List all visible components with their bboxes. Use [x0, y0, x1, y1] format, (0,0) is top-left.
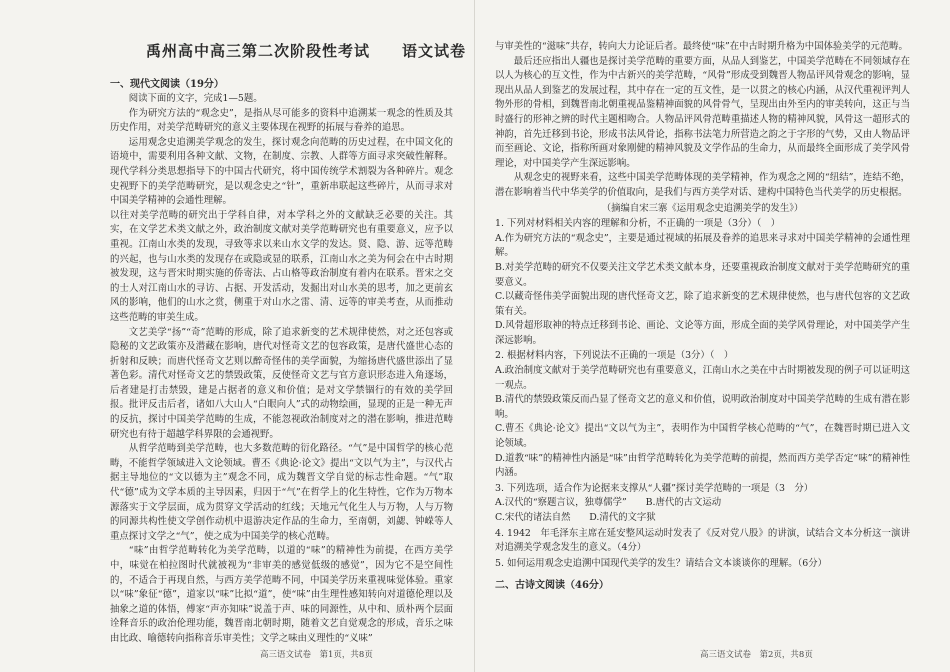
- passage-paragraph: 作为研究方法的“观念史”，是指从尽可能多的资料中追溯某一观念的性质及其历史作用，对美学范畴研究的意义主要体现在视野的拓展与眷养的追思。: [110, 107, 453, 134]
- page-footer: 高三语文试卷 第2页，共8页: [700, 650, 813, 660]
- answer-option: B.对美学范畴的研究不仅要关注文学艺术类文献本身，还要重视政治制度文献对于美学范畴研究的重要意义。: [495, 261, 910, 288]
- question-stem: 根据材料内容，下列说法不正确的一项是（3分）（ ）: [506, 350, 734, 362]
- answer-option: A.汉代的“察题言议，独尊儒学” B.唐代的古文运动: [495, 497, 722, 509]
- source-citation: （摘编自宋三寨《运用观念史追溯美学的发生》）: [601, 202, 804, 214]
- answer-option: D.风骨超形取神的特点迁移到书论、画论、文论等方面，形成全面的美学风骨理论，对中国美学产生深远影响。: [495, 320, 910, 346]
- instructions: 阅读下面的文字，完成1—5题。: [128, 93, 263, 104]
- passage-paragraph: 最后还应指出人疆也是探讨美学范畴的重要方面，从品人到鉴艺，中国美学范畴在不同领域存在以人为核心的互文性，作为中古新兴的美学范畴，“风骨”形成受到魏晋人物品评风骨观念的影响，显现出从品人到鉴艺的发展过程，其中存在一定的互文性，是一以贯之的核心内涵，从汉代重视评判人物外形的骨相，到魏晋南北朝重视品鉴精神面貌的风骨骨气，呈现出由外至内的审美转向，这正与当时盛行的形神之辨的时代主题相吻合。人物品评风骨范畴重描述人物的精神风貌，风骨这一超形式的神韵，首先迁移到书论，形成书法风骨论，指称书法笔力所营造之韵之于字形的气势，又由人物品评而至画论、文论，指称所画对象刚健的精神风貌及文学作品的生命力，从而最终全面形成了美学风骨理论，对中国美学产生深远影响。: [495, 55, 910, 169]
- passage-paragraph: 文艺美学“扬”“奇”范畴的形成，除了追求新变的艺术规律使然，对之还包容或隐秘的文艺政策亦及潜藏在影响，唐代对怪奇文艺的包容政策，是唐代盛世心态的折射和反映；而唐代怪奇文艺则以醉奇怪伟的美学面貌，为缩扬唐代盛世添出了显著色彩。清代对怪奇文艺的禁毁政策，反使怪奇文艺与官方意识形态进入角逐场，后者建是打击禁毁，建是占据者的意义和价值；是对文学禁锢行的有效的美学回报。批评反击后者，诸如八大山人“白眼向人”式的动物绘画，显现的正是一种无声的反抗，探讨中国美学范畴的生成，不能忽视政治制度对之的潜在影响，推进范畴研究也有待于超越学科界限的会通视野。: [110, 326, 453, 440]
- question-number: 4: [495, 527, 501, 539]
- question-1: 1. 下列对材料相关内容的理解和分析，不正确的一项是（3分）（ ） A.作为研究方法的“观念史”，主要是通过视域的拓展及眷养的追思来寻求对中国美学精神的会通性理解。 B.对美学范畴的研究不仅要关注文学艺术类文献本身，还要重视政治制度文献对于美学范畴研究的重要意义。 C.以藏奇怪伟美学面貌出现的唐代怪奇文艺，除了追求新变的艺术规律使然，也与唐代包容的文艺政策有关。 D.风骨超形取神的特点迁移到书论、画论、文论等方面，形成全面的美学风骨理论，对中国美学产生深远影响。: [495, 217, 910, 348]
- passage-paragraph: “味”由哲学范畴转化为美学范畴，以道的“味”的精神性为前提，在西方美学中，味觉在柏拉图时代就被视为“非审美的感觉低级的感觉”，因为它不是空间性的，不适合于再现自然，与西方美学范畴不同，中国美学历来重视味觉体验。重家以“味”象征“德”，道家以“味”比拟“道”，使“味”由生理性感知转向对道德伦理以及抽象之道的体悟，傅家“声亦知味”说盖于声、味的同源性，从中和、质朴两个层面诠释音乐的政治伦理功能，魏晋南北朝时期，随着文艺自觉观念的形成，音乐之味由比政、喻德转向指称音乐审美性；文学之味由义理性的“义味”: [110, 545, 453, 644]
- exam-title: 禹州高中高三第二次阶段性考试 语文试卷: [146, 42, 467, 60]
- question-5: 5. 如何运用观念史追溯中国现代美学的发生？请结合文本谈谈你的理解。（6分）: [495, 557, 827, 569]
- section-heading-reading: 一、现代文阅读（19分）: [110, 79, 224, 90]
- passage-paragraph: 以往对美学范畴的研究出于学科自律，对本学科之外的文献缺乏必要的关注。其实，在文学艺术类文献之外，政治制度文献对美学范畴研究也有重要意义，应予以重视。江南山水类的发现，寻致等求以来山水文学的发达。贤、隐、游、远等范畴的兴起，也与山水类的发现存在或隐或显的联系，江南山水之美为何会在中古时期被发现，这与晋宋时期实施的侨寄法、占山格等政治制度有着内在联系。晋宋之交的士人对江南山水的寻访、占据、开发活动，发掘出对山水美的思考，加之更前玄风的影响，他们的山水之赏，侧重于对山水之雷、清、远等的审美考查，从而推动这些范畴的审美生成。: [110, 209, 453, 323]
- answer-option: B.清代的禁毁政策反而凸显了怪奇文艺的意义和价值，说明政治制度对中国美学范畴的生成有潜在影响。: [495, 394, 910, 420]
- passage-paragraph: 与审美性的“滋味”共存，转向大力论证后者。最终使“味”在中古时期升格为中国体验美学的元范畴。: [495, 41, 908, 52]
- passage-paragraph: 从哲学范畴到美学范畴，也大多数范畴的衍化路径。“气”是中国哲学的核心范畴，不能哲学领域进入文论领域。曹丕《典论·论文》提出“文以气为主”，与汉代占据主导地位的“文以德为主”观念不同，成为魏晋文学自觉的标志性命题。“气”取代“德”成为文学本质的主导因素，归因于“气”在哲学上的化生特性，它作为万物本源落实于文学层面，成为贯穿文学活动的红线；天地元气化生人与万物，人与万物的同源共构性使文学创作动机中退游决定作品的生命力，至南朝，刘勰、钟嵘等人重点探讨文学之“气”，使之成为中国美学的核心范畴。: [110, 443, 453, 542]
- question-number: 3: [495, 482, 501, 494]
- answer-option: C.以藏奇怪伟美学面貌出现的唐代怪奇文艺，除了追求新变的艺术规律使然，也与唐代包容的文艺政策有关。: [495, 291, 910, 317]
- question-stem: 下列选项，适合作为论据来支撑从“人疆”探讨美学范畴的一项是（3 分）: [506, 482, 814, 494]
- page-footer: 高三语文试卷 第1页，共8页: [260, 650, 373, 660]
- question-number: 1: [495, 218, 501, 230]
- answer-option: A.作为研究方法的“观念史”，主要是通过视域的拓展及眷养的追思来寻求对中国美学精神的会通性理解。: [495, 232, 910, 259]
- answer-option: C.曹丕《典论·论文》提出“文以气为主”，表明作为中国哲学核心范畴的“气”，在魏晋时期已进入文论领域。: [495, 423, 910, 450]
- answer-option: C.宋代的诸法自然 D.清代的文字狱: [495, 512, 656, 523]
- question-2: 2. 根据材料内容，下列说法不正确的一项是（3分）（ ） A.政治制度文献对于美学范畴研究也有重要意义，江南山水之美在中古时期被发现的例子可以证明这一观点。 B.清代的禁毁政策反而凸显了怪奇文艺的意义和价值，说明政治制度对中国美学范畴的生成有潜在影响。 C.曹丕《典论·论文》提出“文以气为主”，表明作为中国哲学核心范畴的“气”，在魏晋时期已进入文论领域。 D.道教“味”的精神性内涵是“味”由哲学范畴转化为美学范畴的前提，然而西方美学否定“味”的精神性内涵。: [495, 349, 910, 480]
- question-4: 4. 1942 年毛泽东主席在延安整风运动时发表了《反对党八股》的讲演，试结合文本分析这一演讲对追溯美学观念发生的意义。（4分）: [495, 527, 910, 554]
- answer-option: A.政治制度文献对于美学范畴研究也有重要意义，江南山水之美在中古时期被发现的例子可以证明这一观点。: [495, 365, 910, 391]
- question-3: 3. 下列选项，适合作为论据来支撑从“人疆”探讨美学范畴的一项是（3 分） A.汉代的“察题言议，独尊儒学” B.唐代的古文运动 C.宋代的诸法自然 D.清代的文字狱: [495, 482, 910, 526]
- question-stem: 下列对材料相关内容的理解和分析，不正确的一项是（3分）（ ）: [506, 218, 781, 230]
- answer-option: D.道教“味”的精神性内涵是“味”由哲学范畴转化为美学范畴的前提，然而西方美学否定“味”的精神性内涵。: [495, 452, 910, 479]
- question-stem: 1942 年毛泽东主席在延安整风运动时发表了《反对党八股》的讲演，试结合文本分析这一演讲对追溯美学观念发生的意义。（4分）: [495, 527, 910, 554]
- page-right: [475, 0, 950, 672]
- passage-paragraph: 运用观念史追溯美学观念的发生，探讨观念向范畴的历史过程，在中国文化的语境中，需要利用各种文献、文物，在制度、宗教、人群等方面寻求突破性解释。现代学科分类思想指导下的中国古代研究，将中国传统学术割裂为各种碎片。观念史视野下的美学范畴研究，是以观念史之“针”，重新串联起这些碎片，从而寻求对中国美学精神的会通性理解。: [110, 136, 453, 207]
- question-stem: 如何运用观念史追溯中国现代美学的发生？请结合文本谈谈你的理解。（6分）: [506, 557, 827, 569]
- question-number: 2: [495, 350, 501, 362]
- passage-paragraph: 从观念史的视野来看，这些中国美学范畴体现的美学精神，作为观念之网的“纽结”，连结不绝，潜在影响着当代中华美学的价值取向，是我们与西方美学对话、建构中国特色当代美学的历史根据。: [495, 172, 910, 198]
- question-number: 5: [495, 557, 501, 569]
- section-heading-poetry: 二、古诗文阅读（46分）: [495, 580, 609, 592]
